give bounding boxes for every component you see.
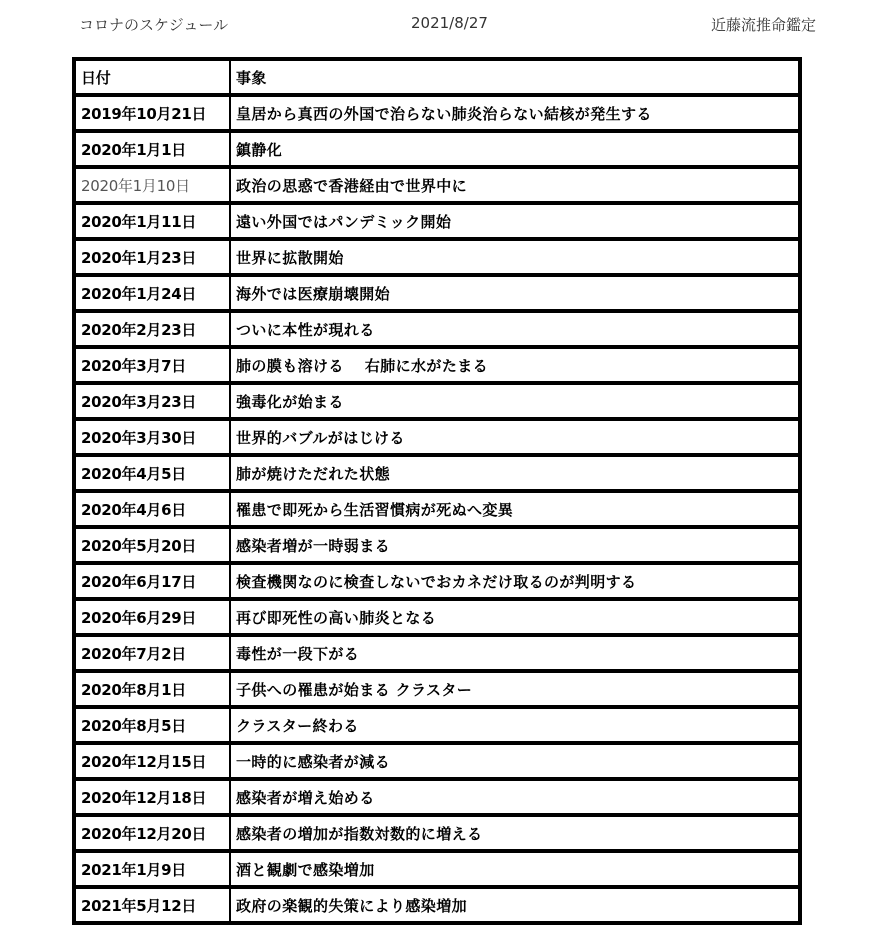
row-event-cell: 酒と観劇で感染増加 bbox=[230, 851, 800, 887]
table-row bbox=[74, 239, 800, 275]
row-date-cell: 2020年5月20日 bbox=[74, 527, 230, 563]
row-date-cell: 2020年1月10日 bbox=[74, 167, 230, 203]
row-date-cell: 2020年4月5日 bbox=[74, 455, 230, 491]
table-row bbox=[74, 203, 800, 239]
row-event-cell: 政府の楽観的失策により感染増加 bbox=[230, 887, 800, 923]
row-event-cell: 皇居から真西の外国で治らない肺炎治らない結核が発生する bbox=[230, 95, 800, 131]
document-title: コロナのスケジュール bbox=[79, 16, 229, 34]
row-event-cell: 政治の思惑で香港経由で世界中に bbox=[230, 167, 800, 203]
row-date-cell: 2020年12月20日 bbox=[74, 815, 230, 851]
row-date-cell: 2020年6月17日 bbox=[74, 563, 230, 599]
row-event-cell: 世界的バブルがはじける bbox=[230, 419, 800, 455]
row-date-cell: 2020年7月2日 bbox=[74, 635, 230, 671]
row-event-cell: 一時的に感染者が減る bbox=[230, 743, 800, 779]
row-event-cell: 遠い外国ではパンデミック開始 bbox=[230, 203, 800, 239]
table-row bbox=[74, 275, 800, 311]
row-date-cell: 2020年1月23日 bbox=[74, 239, 230, 275]
document-author: 近藤流推命鑑定 bbox=[711, 16, 817, 34]
table-row bbox=[74, 311, 800, 347]
row-event-cell: 強毒化が始まる bbox=[230, 383, 800, 419]
document-date: 2021/8/27 bbox=[411, 14, 488, 32]
row-date-cell: 2020年3月23日 bbox=[74, 383, 230, 419]
row-date-cell: 2020年12月15日 bbox=[74, 743, 230, 779]
table-row bbox=[74, 455, 800, 491]
row-event-cell: 検査機関なのに検査しないでおカネだけ取るのが判明する bbox=[230, 563, 800, 599]
row-event-cell: 再び即死性の高い肺炎となる bbox=[230, 599, 800, 635]
row-event-cell: 毒性が一段下がる bbox=[230, 635, 800, 671]
table-row bbox=[74, 383, 800, 419]
row-date-cell: 2020年12月18日 bbox=[74, 779, 230, 815]
row-date-cell: 2021年1月9日 bbox=[74, 851, 230, 887]
row-event-cell: ついに本性が現れる bbox=[230, 311, 800, 347]
table-row bbox=[74, 779, 800, 815]
table-row bbox=[74, 815, 800, 851]
table-row bbox=[74, 419, 800, 455]
row-event-cell: 海外では医療崩壊開始 bbox=[230, 275, 800, 311]
row-date-cell: 2020年6月29日 bbox=[74, 599, 230, 635]
table-row bbox=[74, 563, 800, 599]
row-date-cell: 2020年8月5日 bbox=[74, 707, 230, 743]
table-row bbox=[74, 95, 800, 131]
row-event-cell: 感染者が増え始める bbox=[230, 779, 800, 815]
row-date-cell: 2019年10月21日 bbox=[74, 95, 230, 131]
schedule-table-body bbox=[74, 59, 800, 923]
table-row bbox=[74, 743, 800, 779]
table-row bbox=[74, 167, 800, 203]
table-row bbox=[74, 635, 800, 671]
row-event-cell: 子供への罹患が始まる クラスター bbox=[230, 671, 800, 707]
table-row bbox=[74, 887, 800, 923]
row-date-cell: 2020年2月23日 bbox=[74, 311, 230, 347]
row-event-cell: 感染者増が一時弱まる bbox=[230, 527, 800, 563]
row-date-cell: 2020年8月1日 bbox=[74, 671, 230, 707]
column-header-event: 事象 bbox=[230, 59, 800, 95]
table-row bbox=[74, 131, 800, 167]
column-header-date: 日付 bbox=[74, 59, 230, 95]
table-row bbox=[74, 347, 800, 383]
row-date-cell: 2020年3月7日 bbox=[74, 347, 230, 383]
row-event-cell: 罹患で即死から生活習慣病が死ぬへ変異 bbox=[230, 491, 800, 527]
row-date-cell: 2020年3月30日 bbox=[74, 419, 230, 455]
row-event-cell: 肺が焼けただれた状態 bbox=[230, 455, 800, 491]
row-date-cell: 2020年1月1日 bbox=[74, 131, 230, 167]
table-row bbox=[74, 527, 800, 563]
table-header-row bbox=[74, 59, 800, 95]
schedule-table bbox=[72, 57, 802, 925]
row-date-cell: 2020年1月11日 bbox=[74, 203, 230, 239]
row-event-cell: 世界に拡散開始 bbox=[230, 239, 800, 275]
row-date-cell: 2020年1月24日 bbox=[74, 275, 230, 311]
row-event-cell: 肺の膜も溶ける 右肺に水がたまる bbox=[230, 347, 800, 383]
table-row bbox=[74, 671, 800, 707]
row-date-cell: 2020年4月6日 bbox=[74, 491, 230, 527]
table-row bbox=[74, 599, 800, 635]
row-event-cell: クラスター終わる bbox=[230, 707, 800, 743]
table-row bbox=[74, 491, 800, 527]
table-row bbox=[74, 851, 800, 887]
page-header bbox=[0, 14, 870, 36]
row-event-cell: 感染者の増加が指数対数的に増える bbox=[230, 815, 800, 851]
row-event-cell: 鎮静化 bbox=[230, 131, 800, 167]
row-date-cell: 2021年5月12日 bbox=[74, 887, 230, 923]
table-row bbox=[74, 707, 800, 743]
